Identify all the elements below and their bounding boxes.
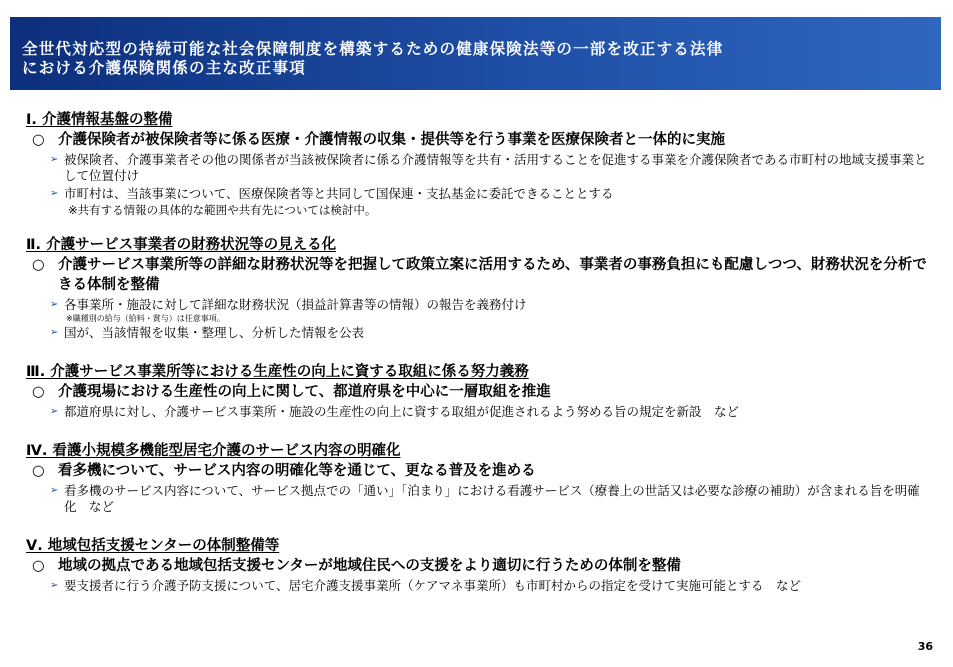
section-title: Ⅳ. 看護小規模多機能型居宅介護のサービス内容の明確化 <box>26 443 401 459</box>
page-number: 36 <box>917 640 933 653</box>
arrow-bullet-icon: ➢ <box>50 154 59 165</box>
bullet-text: 要支援者に行う介護予防支援について、居宅介護支援事業所（ケアマネ事業所）も市町村からの指定を受けて実施可能とする など <box>64 578 802 593</box>
title-line-1: 全世代対応型の持続可能な社会保障制度を構築するための健康保険法等の一部を改正する法律 <box>22 40 724 58</box>
circle-marker: ○ <box>32 463 45 479</box>
bullet-text: 被保険者、介護事業者その他の関係者が当該被保険者に係る介護情報等を共有・活用することを促進する事業を介護保険者である市町村の地域支援事業として位置付け <box>64 152 927 183</box>
arrow-bullet-icon: ➢ <box>50 327 59 338</box>
arrow-bullet-icon: ➢ <box>50 299 59 310</box>
section-5 <box>24 537 929 594</box>
section-title: Ⅴ. 地域包括支援センターの体制整備等 <box>26 538 280 554</box>
main-point <box>24 461 929 481</box>
main-point <box>24 556 929 576</box>
arrow-bullet-icon: ➢ <box>50 188 59 199</box>
title-line-2: における介護保険関係の主な改正事項 <box>22 59 306 77</box>
bullet-text: 看多機のサービス内容について、サービス拠点での「通い」「泊まり」における看護サービス（療養上の世話又は必要な診療の補助）が含まれる旨を明確化 など <box>64 483 920 514</box>
arrow-bullet-icon: ➢ <box>50 485 59 496</box>
bullet-item <box>24 483 929 515</box>
section-title: Ⅰ. 介護情報基盤の整備 <box>26 112 173 128</box>
bullet-item <box>24 578 929 594</box>
circle-marker: ○ <box>32 384 45 400</box>
section-3 <box>24 363 929 420</box>
section-title: Ⅱ. 介護サービス事業者の財務状況等の見える化 <box>26 237 337 253</box>
point-text: 介護サービス事業所等の詳細な財務状況等を把握して政策立案に活用するため、事業者の事務負担にも配慮しつつ、財務状況を分析できる体制を整備 <box>58 257 927 293</box>
footnote: ※共有する情報の具体的な範囲や共有先については検討中。 <box>68 203 377 217</box>
main-point <box>24 382 929 402</box>
content-area <box>24 111 929 594</box>
bullet-item <box>24 297 929 313</box>
point-text: 地域の拠点である地域包括支援センターが地域住民への支援をより適切に行うための体制を整備 <box>58 558 681 574</box>
bullet-item <box>24 404 929 420</box>
bullet-text: 国が、当該情報を収集・整理し、分析した情報を公表 <box>64 325 365 340</box>
main-point <box>24 130 929 150</box>
circle-marker: ○ <box>32 558 45 574</box>
point-text: 介護現場における生産性の向上に関して、都道府県を中心に一層取組を推進 <box>58 384 551 400</box>
bullet-item <box>24 186 929 202</box>
arrow-bullet-icon: ➢ <box>50 580 59 591</box>
bullet-text: 都道府県に対し、介護サービス事業所・施設の生産性の向上に資する取組が促進されるよう努める旨の規定を新設 など <box>64 404 740 419</box>
arrow-bullet-icon: ➢ <box>50 406 59 417</box>
section-1 <box>24 111 929 218</box>
section-2 <box>24 236 929 341</box>
bullet-item <box>24 325 929 341</box>
main-point <box>24 255 929 295</box>
footnote: ※職種別の給与（給料・賞与）は任意事項。 <box>66 314 225 323</box>
bullet-text: 各事業所・施設に対して詳細な財務状況（損益計算書等の情報）の報告を義務付け <box>64 297 527 312</box>
point-text: 介護保険者が被保険者等に係る医療・介護情報の収集・提供等を行う事業を医療保険者と一体的に実施 <box>58 132 725 148</box>
circle-marker: ○ <box>32 132 45 148</box>
bullet-item <box>24 152 929 184</box>
section-4 <box>24 442 929 515</box>
section-title: Ⅲ. 介護サービス事業所等における生産性の向上に資する取組に係る努力義務 <box>26 364 529 380</box>
bullet-text: 市町村は、当該事業について、医療保険者等と共同して国保連・支払基金に委託できることとする <box>64 186 614 201</box>
circle-marker: ○ <box>32 257 45 273</box>
title-banner <box>10 17 941 90</box>
point-text: 看多機について、サービス内容の明確化等を通じて、更なる普及を進める <box>58 463 536 479</box>
